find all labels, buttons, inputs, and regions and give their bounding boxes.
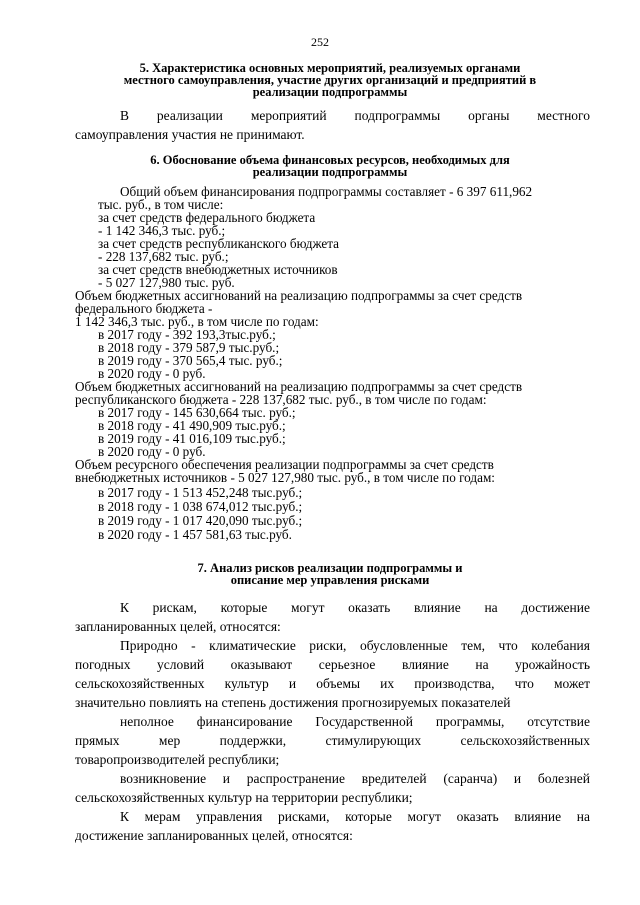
risk-paragraph-line: сельскохозяйственных культур на территории республики; xyxy=(75,790,413,805)
funding-year-line: в 2017 году - 1 513 452,248 тыс.руб.; xyxy=(98,485,303,500)
section-6-heading-line-1: 6. Обоснование объема финансовых ресурсов, необходимых для xyxy=(150,153,510,167)
funding-line: - 5 027 127,980 тыс. руб. xyxy=(98,275,235,290)
risk-paragraph-line: Природно - климатические риски, обусловленные тем, что колебания xyxy=(120,638,590,653)
risk-paragraph-line: достижение запланированных целей, относятся: xyxy=(75,828,353,843)
funding-year-line: в 2020 году - 1 457 581,63 тыс.руб. xyxy=(98,527,292,542)
funding-year-line: в 2018 году - 379 587,9 тыс.руб.; xyxy=(98,340,280,355)
page-number: 252 xyxy=(311,35,329,49)
section-7-heading-line-2: описание мер управления рисками xyxy=(230,573,430,587)
funding-line: 1 142 346,3 тыс. руб., в том числе по годам: xyxy=(75,314,319,329)
funding-line: федерального бюджета - xyxy=(75,301,213,316)
funding-year-line: в 2020 году - 0 руб. xyxy=(98,366,206,381)
funding-year-line: в 2018 году - 41 490,909 тыс.руб.; xyxy=(98,418,286,433)
risk-paragraph-line: К мерам управления рисками, которые могут оказать влияние на xyxy=(120,809,590,824)
risk-paragraph-line: неполное финансирование Государственной программы, отсутствие xyxy=(120,714,590,729)
funding-line: за счет средств федерального бюджета xyxy=(98,210,316,225)
funding-line: - 228 137,682 тыс. руб.; xyxy=(98,249,229,264)
funding-year-line: в 2018 году - 1 038 674,012 тыс.руб.; xyxy=(98,499,303,514)
section-5-text-line-1: В реализации мероприятий подпрограммы органы местного xyxy=(120,108,590,123)
funding-line: Объем бюджетных ассигнований на реализацию подпрограммы за счет средств xyxy=(75,288,523,303)
funding-line: за счет средств внебюджетных источников xyxy=(98,262,338,277)
funding-year-line: в 2020 году - 0 руб. xyxy=(98,444,206,459)
section-5-heading-line-2: местного самоуправления, участие других организаций и предприятий в xyxy=(123,73,537,87)
risk-paragraph-line: запланированных целей, относятся: xyxy=(75,619,281,634)
funding-line: Объем бюджетных ассигнований на реализацию подпрограммы за счет средств xyxy=(75,379,523,394)
funding-year-line: в 2017 году - 145 630,664 тыс. руб.; xyxy=(98,405,296,420)
risk-paragraph-line: возникновение и распространение вредителей (саранча) и болезней xyxy=(120,771,590,786)
risk-paragraph-line: погодных условий оказывают серьезное влияние на урожайность xyxy=(75,657,590,672)
funding-year-line: в 2019 году - 41 016,109 тыс.руб.; xyxy=(98,431,286,446)
section-6-heading-line-2: реализации подпрограммы xyxy=(252,165,408,179)
section-5-heading-line-1: 5. Характеристика основных мероприятий, реализуемых органами xyxy=(139,61,521,75)
funding-line: республиканского бюджета - 228 137,682 тыс. руб., в том числе по годам: xyxy=(75,392,487,407)
section-5-heading-line-3: реализации подпрограммы xyxy=(252,85,408,99)
funding-line: внебюджетных источников - 5 027 127,980 тыс. руб., в том числе по годам: xyxy=(75,470,495,485)
section-5-text-line-2: самоуправления участия не принимают. xyxy=(75,127,305,142)
risk-paragraph-line: К рискам, которые могут оказать влияние на достижение xyxy=(120,600,590,615)
section-7-heading-line-1: 7. Анализ рисков реализации подпрограммы и xyxy=(197,561,463,575)
funding-total-line: Общий объем финансирования подпрограммы составляет - 6 397 611,962 xyxy=(120,184,533,199)
funding-year-line: в 2019 году - 1 017 420,090 тыс.руб.; xyxy=(98,513,303,528)
risk-paragraph-line: сельскохозяйственных культур и объемы их производства, что может xyxy=(75,676,590,691)
funding-line: Объем ресурсного обеспечения реализации подпрограммы за счет средств xyxy=(75,457,494,472)
risk-paragraph-line: прямых мер поддержки, стимулирующих сельскохозяйственных xyxy=(75,733,590,748)
funding-year-line: в 2019 году - 370 565,4 тыс. руб.; xyxy=(98,353,283,368)
risk-paragraph-line: значительно повлиять на степень достижения прогнозируемых показателей xyxy=(75,695,511,710)
funding-line: тыс. руб., в том числе: xyxy=(98,197,224,212)
risk-paragraph-line: товаропроизводителей республики; xyxy=(75,752,280,767)
funding-line: - 1 142 346,3 тыс. руб.; xyxy=(98,223,226,238)
funding-year-line: в 2017 году - 392 193,3тыс.руб.; xyxy=(98,327,276,342)
funding-line: за счет средств республиканского бюджета xyxy=(98,236,340,251)
